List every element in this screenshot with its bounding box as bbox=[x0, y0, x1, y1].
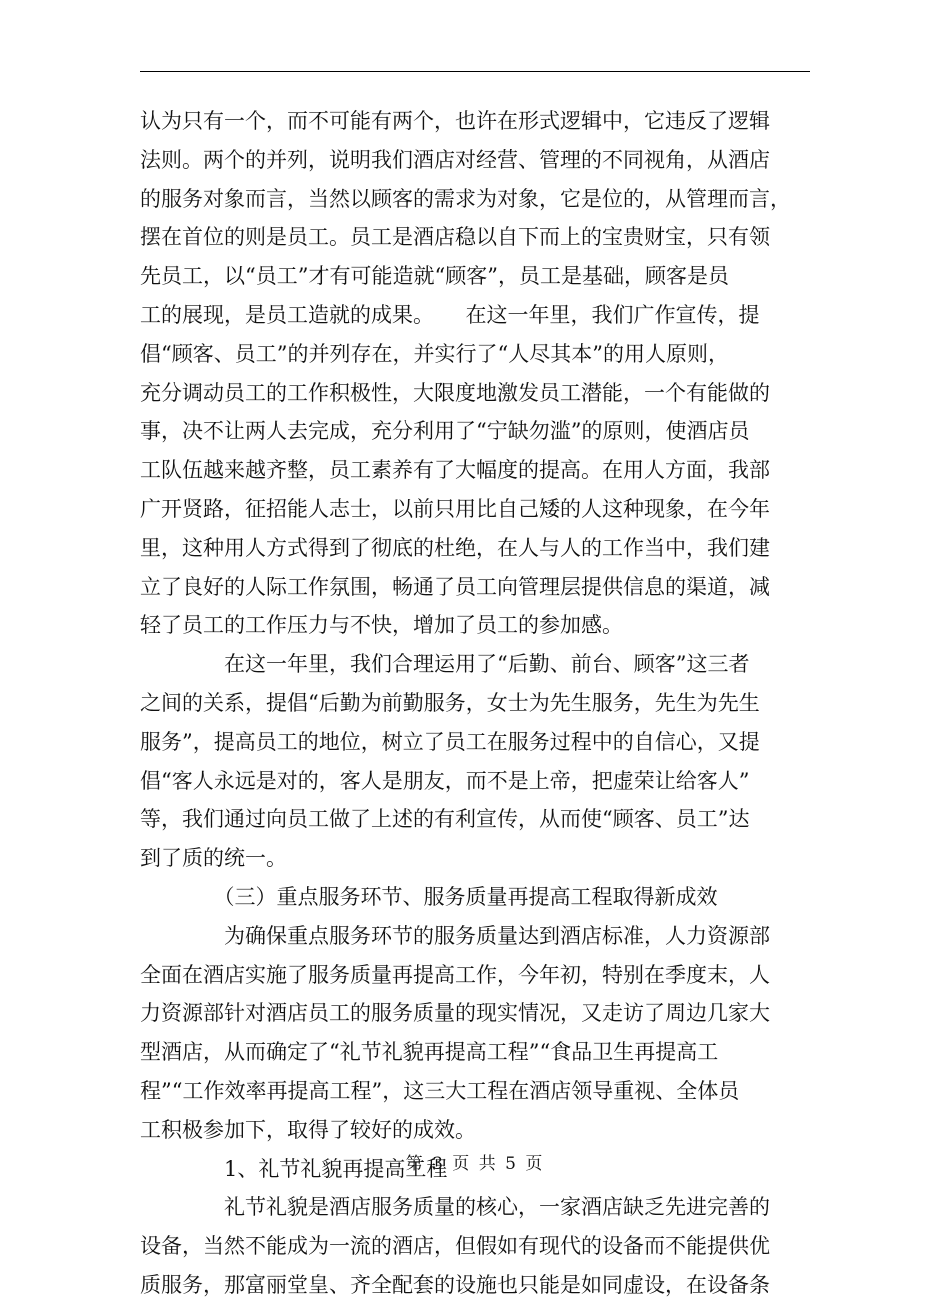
text-line: 在这一年里，我们合理运用了“后勤、前台、顾客”这三者 bbox=[140, 652, 750, 677]
subsection-heading: 1、礼节礼貌再提高工程 bbox=[140, 1156, 448, 1181]
text-line: 程”“工作效率再提高工程”，这三大工程在酒店领导重视、全体员 bbox=[140, 1078, 740, 1103]
header-rule bbox=[140, 71, 810, 72]
text-line: 设备，当然不能成为一流的酒店，但假如有现代的设备而不能提供优 bbox=[140, 1234, 770, 1259]
text-line: 先员工，以“员工”才有可能造就“顾客”，员工是基础，顾客是员 bbox=[140, 264, 729, 289]
page-footer: 第 3 页 共 5 页 bbox=[405, 1154, 545, 1174]
text-line: 事，决不让两人去完成，充分利用了“宁缺勿滥”的原则，使酒店员 bbox=[140, 419, 750, 444]
text-line: 全面在酒店实施了服务质量再提高工作，今年初，特别在季度末，人 bbox=[140, 962, 770, 987]
text-line: 广开贤路，征招能人志士，以前只用比自己矮的人这种现象，在今年 bbox=[140, 496, 770, 521]
text-line: 礼节礼貌是酒店服务质量的核心，一家酒店缺乏先进完善的 bbox=[140, 1195, 770, 1220]
text-line: 服务”，提高员工的地位，树立了员工在服务过程中的自信心，又提 bbox=[140, 729, 760, 754]
text-line: 型酒店，从而确定了“礼节礼貌再提高工程”“食品卫生再提高工 bbox=[140, 1040, 719, 1065]
text-line: 认为只有一个，而不可能有两个，也许在形式逻辑中，它违反了逻辑 bbox=[140, 109, 770, 133]
text-line: 倡“顾客、员工”的并列存在，并实行了“人尽其本”的用人原则， bbox=[140, 341, 729, 366]
text-line: 质服务，那富丽堂皇、齐全配套的设施也只能是如同虚设，在设备条 bbox=[140, 1272, 770, 1297]
text-line: 里，这种用人方式得到了彻底的杜绝，在人与人的工作当中，我们建 bbox=[140, 535, 770, 560]
text-line: 法则。两个的并列，说明我们酒店对经营、管理的不同视角，从酒店 bbox=[140, 147, 770, 172]
text-line: 充分调动员工的工作积极性，大限度地激发员工潜能，一个有能做的 bbox=[140, 380, 770, 405]
section-heading: （三）重点服务环节、服务质量再提高工程取得新成效 bbox=[140, 884, 718, 909]
text-line: 等，我们通过向员工做了上述的有利宣传，从而使“顾客、员工”达 bbox=[140, 807, 750, 832]
text-line: 工的展现，是员工造就的成果。 在这一年里，我们广作宣传，提 bbox=[140, 302, 760, 327]
text-line: 为确保重点服务环节的服务质量达到酒店标准，人力资源部 bbox=[140, 923, 770, 948]
text-line: 工积极参加下，取得了较好的成效。 bbox=[140, 1117, 476, 1142]
text-line: 立了良好的人际工作氛围，畅通了员工向管理层提供信息的渠道，减 bbox=[140, 574, 770, 599]
text-line: 轻了员工的工作压力与不快，增加了员工的参加感。 bbox=[140, 613, 623, 638]
text-line: 到了质的统一。 bbox=[140, 846, 287, 871]
document-body bbox=[140, 102, 820, 1305]
text-line: 的服务对象而言，当然以顾客的需求为对象，它是位的，从管理而言， bbox=[140, 186, 791, 211]
text-line: 之间的关系，提倡“后勤为前勤服务，女士为先生服务，先生为先生 bbox=[140, 690, 760, 715]
text-line: 摆在首位的则是员工。员工是酒店稳以自下而上的宝贵财宝，只有领 bbox=[140, 225, 770, 250]
text-line: 倡“客人永远是对的，客人是朋友，而不是上帝，把虚荣让给客人” bbox=[140, 768, 750, 793]
text-line: 力资源部针对酒店员工的服务质量的现实情况，又走访了周边几家大 bbox=[140, 1001, 770, 1026]
text-line: 工队伍越来越齐整，员工素养有了大幅度的提高。在用人方面，我部 bbox=[140, 458, 770, 483]
